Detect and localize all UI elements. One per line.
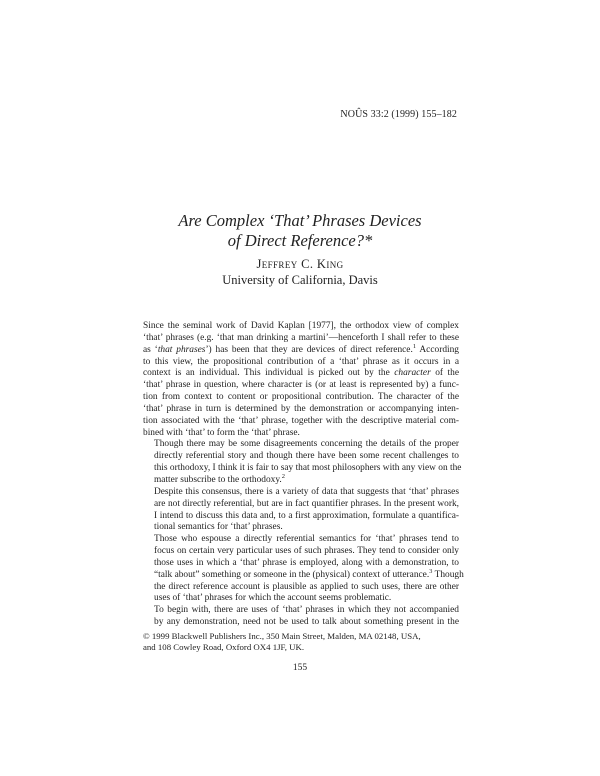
title-line-1: Are Complex ‘That’ Phrases Devices	[178, 211, 422, 230]
author-affiliation: University of California, Davis	[222, 273, 378, 287]
body-line	[143, 472, 459, 487]
body-line: ‘that’ phrase in question, where character is (or at least is represented by) a func-	[143, 380, 459, 391]
article-body	[143, 321, 464, 629]
copyright-line-2: and 108 Cowley Road, Oxford OX4 1JF, UK.	[143, 642, 305, 652]
body-emphasis: that phrases	[157, 344, 206, 355]
body-line: those uses in which a ‘that’ phrase is employed, along with a demonstration, to	[154, 557, 459, 568]
body-line: the direct reference account is plausible as applied to such uses, there are other	[154, 581, 459, 592]
footnote-mark[interactable]: 2	[281, 472, 285, 480]
body-text: of the	[430, 368, 460, 379]
body-line: Despite this consensus, there is a variety of data that suggests that ‘that’ phrases	[154, 486, 459, 497]
body-text: as ‘	[143, 344, 158, 355]
paragraph-2	[143, 439, 462, 486]
body-text: ’) has been that they are devices of direct reference.	[205, 344, 413, 355]
body-line: ‘that’ phrase in turn is determined by the demonstration or accompanying inten-	[143, 403, 459, 414]
page-number: 155	[292, 663, 308, 673]
paragraph-3	[143, 487, 459, 534]
paragraph-5	[143, 605, 459, 629]
body-line: directly referential story and though there have been some recent challenges to	[154, 451, 459, 462]
body-line: Since the seminal work of David Kaplan [1977], the orthodox view of complex	[143, 321, 459, 331]
body-line: ‘that’ phrases (e.g. ‘that man drinking a martini’—henceforth I shall refer to these	[143, 332, 459, 343]
body-line: to this view, the propositional contribution of a ‘that’ phrase as it occurs in a	[143, 356, 459, 367]
body-line: tion associated with the ‘that’ phrase, together with the descriptive material com-	[143, 415, 459, 426]
body-line: by any demonstration, need not be used to talk about something present in the	[154, 617, 459, 628]
body-line	[143, 567, 464, 582]
title-line-2: of Direct Reference?*	[227, 231, 373, 250]
article-title	[140, 211, 460, 251]
body-line: To begin with, there are uses of ‘that’ phrases in which they not accompanied	[154, 605, 459, 616]
footnote-mark[interactable]: 3	[429, 567, 433, 575]
body-line	[143, 342, 459, 357]
body-line: tional semantics for ‘that’ phrases.	[154, 522, 283, 533]
body-line: Those who espouse a directly referential semantics for ‘that’ phrases tend to	[154, 534, 459, 545]
body-line: I intend to discuss this data and, to a first approximation, formulate a quantifica-	[154, 510, 459, 521]
journal-reference: NOÛS 33:2 (1999) 155–182	[340, 109, 457, 120]
body-line: this orthodoxy, I think it is fair to say that most philosophers with any view on the	[154, 463, 462, 474]
author-name: Jeffrey C. King	[256, 257, 344, 271]
body-text: According	[416, 344, 459, 355]
body-line	[143, 368, 459, 380]
body-text: context is an individual. This individual is picked out by the	[143, 368, 395, 379]
body-line: uses of ‘that’ phrases for which the account seems problematic.	[154, 593, 392, 604]
paragraph-4	[143, 534, 464, 605]
body-line: Though there may be some disagreements concerning the details of the proper	[154, 439, 459, 450]
body-text: Though	[432, 569, 464, 580]
body-line: are not directly referential, but are in fact quantifier phrases. In the present work,	[154, 498, 459, 509]
body-line: tion from context to content or propositional contribution. The character of the	[143, 392, 459, 403]
footnote-mark[interactable]: 1	[412, 342, 417, 350]
body-line: bined with ‘that’ to form the ‘that’ phrase.	[143, 427, 300, 438]
paragraph-1	[143, 321, 459, 439]
body-text: matter subscribe to the orthodoxy.	[154, 474, 282, 485]
body-emphasis: character	[394, 368, 431, 379]
body-line: focus on certain very particular uses of such phrases. They tend to consider only	[154, 546, 459, 557]
body-text: “talk about” something or someone in the (physical) context of utterance.	[154, 569, 430, 580]
copyright-line-1: © 1999 Blackwell Publishers Inc., 350 Main Street, Malden, MA 02148, USA,	[143, 631, 421, 641]
copyright-notice	[143, 631, 459, 653]
